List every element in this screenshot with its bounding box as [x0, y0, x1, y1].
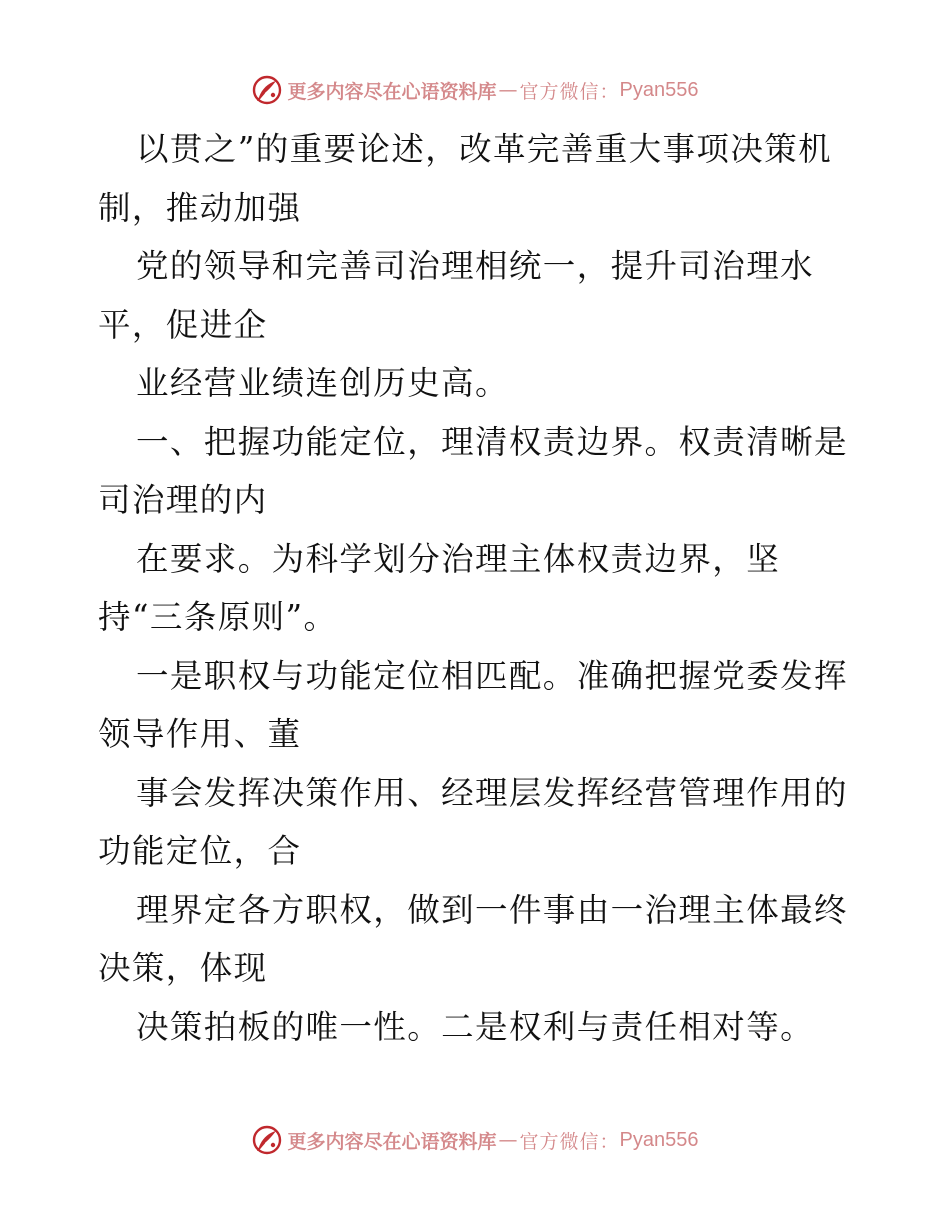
body-text: 事会发挥决策作用、经理层发挥经营管理作用的	[136, 773, 848, 812]
footer-dash: —	[498, 1129, 518, 1151]
body-line-2a	[98, 237, 878, 296]
body-text: 理界定各方职权，做到一件事由一治理主体最终	[136, 890, 848, 929]
body-line-1b: 制，推动加强	[98, 188, 302, 227]
footer-wechat-label: 官方微信：	[519, 1130, 620, 1153]
body-text: 在要求。为科学划分治理主体权责边界，坚	[136, 539, 781, 578]
body-line-8a	[98, 881, 878, 940]
body-line-2b: 平，促进企	[98, 305, 268, 344]
header-banner	[0, 70, 950, 110]
body-text: 党的领导和完善司治理相统一，提升司治理水	[136, 247, 815, 285]
body-line-3a	[98, 354, 878, 413]
footer-site-text: 更多内容尽在心语资料库	[287, 1130, 497, 1153]
feather-quill-logo-icon	[252, 75, 282, 105]
body-text: 业经营业绩连创历史高。	[136, 364, 509, 402]
body-line-6b: 领导作用、董	[98, 715, 302, 753]
header-wechat-id: Pyan556	[619, 78, 699, 101]
body-text: 一是职权与功能定位相匹配。准确把握党委发挥	[136, 656, 848, 695]
body-line-6a	[98, 647, 878, 706]
body-line-7a	[98, 764, 878, 823]
header-site-text: 更多内容尽在心语资料库	[287, 80, 497, 103]
body-line-1a	[98, 120, 878, 179]
footer-banner	[0, 1120, 950, 1160]
body-line-5b: 持“三条原则”。	[98, 598, 338, 636]
body-line-5a	[98, 530, 878, 589]
header-dash: —	[498, 79, 518, 101]
footer-wechat-id: Pyan556	[619, 1128, 699, 1151]
body-line-7b: 功能定位，合	[98, 832, 302, 870]
body-line-9a	[98, 998, 878, 1057]
body-line-4a	[98, 413, 878, 472]
feather-quill-logo-icon	[252, 1125, 282, 1155]
body-text: 一、把握功能定位，理清权责边界。权责清晰是	[136, 422, 848, 461]
header-wechat-label: 官方微信：	[519, 80, 620, 103]
body-line-4b: 司治理的内	[98, 481, 268, 519]
body-text: 以贯之”的重要论述，改革完善重大事项决策机	[136, 130, 833, 168]
body-text: 决策拍板的唯一性。二是权利与责任相对等。	[136, 1007, 815, 1046]
body-line-8b: 决策，体现	[98, 949, 268, 987]
document-body	[98, 120, 878, 1056]
